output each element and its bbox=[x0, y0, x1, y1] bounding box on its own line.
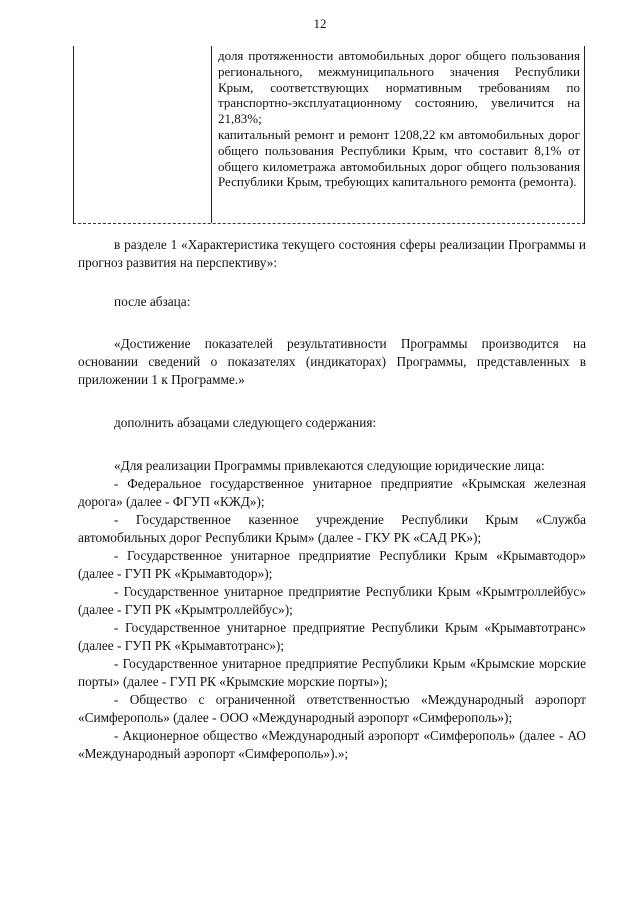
list-item: - Государственное унитарное предприятие Республики Крым «Крымские морские порты» (далее - ГУП РК «Крымские морские порты»); bbox=[78, 656, 586, 689]
list-item: - Государственное унитарное предприятие Республики Крым «Крымавтотранс» (далее - ГУП РК «Крымавтотранс»); bbox=[78, 620, 586, 653]
section-reference: в разделе 1 «Характеристика текущего состояния сферы реализации Программы и прогноз развития на перспективу»: bbox=[78, 237, 586, 270]
list-item: - Государственное унитарное предприятие Республики Крым «Крымтроллейбус» (далее - ГУП РК «Крымтроллейбус»); bbox=[78, 584, 586, 617]
page-number: 12 bbox=[313, 16, 327, 31]
list-item: - Государственное казенное учреждение Республики Крым «Служба автомобильных дорог Республики Крым» (далее - ГКУ РК «САД РК»); bbox=[78, 512, 586, 545]
list-item: - Акционерное общество «Международный аэропорт «Симферополь» (далее - АО «Международный аэропорт «Симферополь»).»; bbox=[78, 728, 586, 761]
table-cell-text: доля протяженности автомобильных дорог общего пользования регионального, межмуниципального значения Республики Крым, соответствующих нормативным требованиям по транспортно-эксплуатационному состоянию, увеличится на 21,83%; bbox=[218, 48, 580, 127]
legal-entities-list bbox=[78, 475, 586, 763]
list-item: - Государственное унитарное предприятие Республики Крым «Крымавтодор» (далее - ГУП РК «Крымавтодор»); bbox=[78, 548, 586, 581]
table-cell-text: капитальный ремонт и ремонт 1208,22 км автомобильных дорог общего пользования Республики Крым, что составит 8,1% от общего километража автомобильных дорог общего пользования Республики Крым, требующих капитального ремонта (ремонта). bbox=[218, 126, 580, 190]
table-right-cell bbox=[212, 46, 584, 223]
list-item: - Общество с ограниченной ответственностью «Международный аэропорт «Симферополь» (далее - ООО «Международный аэропорт «Симферополь»); bbox=[78, 692, 586, 725]
list-item: - Федеральное государственное унитарное предприятие «Крымская железная дорога» (далее - ФГУП «КЖД»); bbox=[78, 476, 586, 509]
quoted-paragraph: «Достижение показателей результативности Программы производится на основании сведений о показателях (индикаторах) Программы, представленных в приложении 1 к Программе.» bbox=[78, 336, 586, 387]
table-left-cell bbox=[74, 46, 212, 223]
supplement-intro: дополнить абзацами следующего содержания: bbox=[114, 415, 377, 430]
table-fragment bbox=[73, 46, 585, 224]
after-paragraph-label: после абзаца: bbox=[114, 294, 191, 309]
document-body bbox=[78, 236, 586, 763]
legal-entities-intro: «Для реализации Программы привлекаются следующие юридические лица: bbox=[114, 458, 545, 473]
